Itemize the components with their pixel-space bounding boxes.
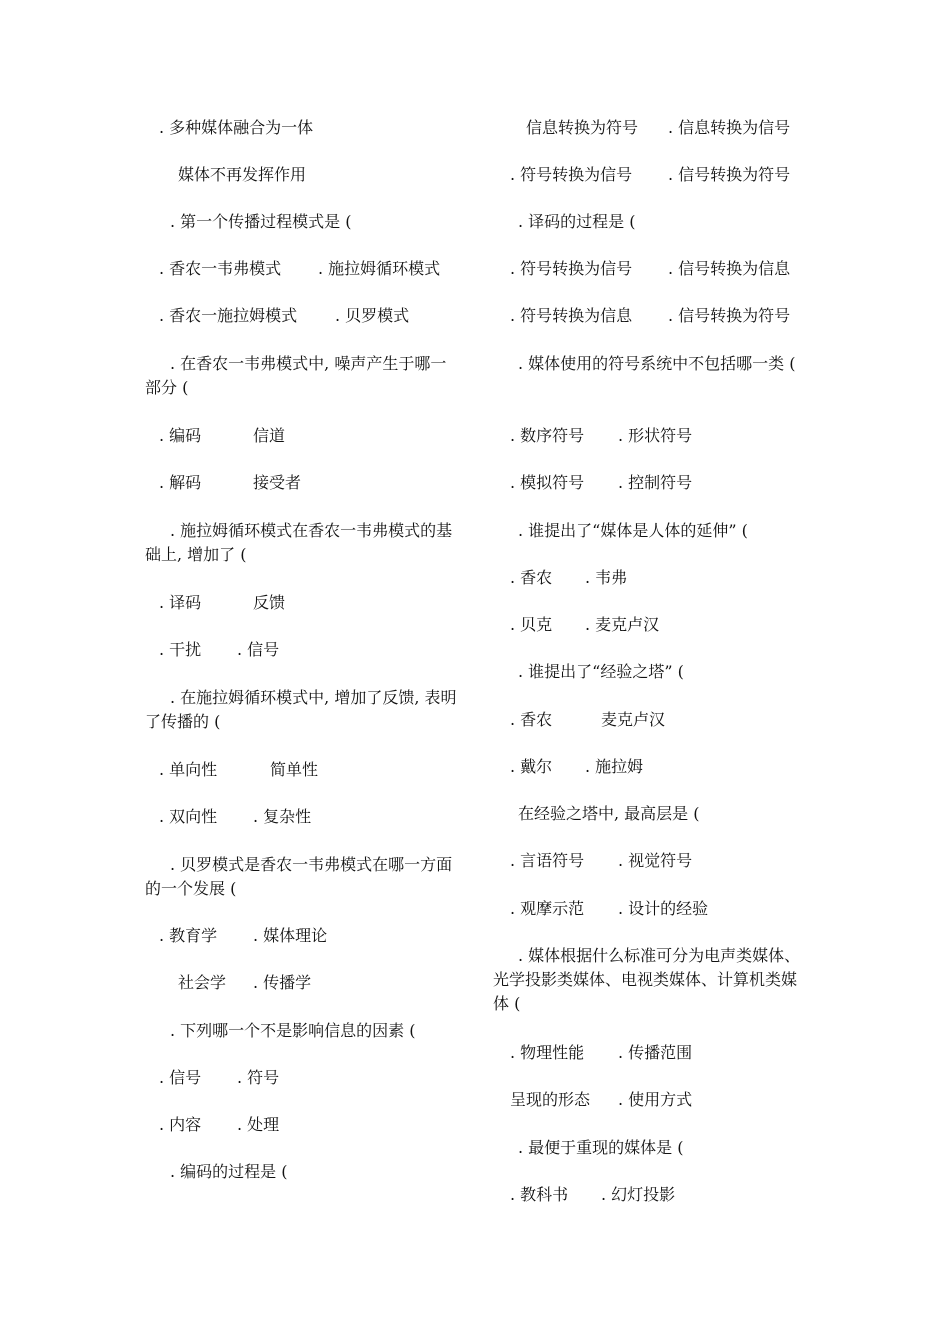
- option-d: . 信号转换为符号: [668, 306, 791, 325]
- option-c: . 干扰: [159, 640, 202, 659]
- option-c: . 符号转换为信号: [510, 165, 633, 184]
- question-7: . 编码的过程是 (: [170, 1162, 288, 1181]
- option-b: . 幻灯投影: [601, 1185, 676, 1204]
- option-d: . 控制符号: [618, 473, 693, 492]
- option-d: . 设计的经验: [618, 899, 709, 918]
- option-c: 呈现的形态: [510, 1090, 591, 1109]
- option-a: . 香农: [510, 568, 553, 587]
- option-b: 信道: [253, 426, 286, 445]
- option-d: . 信号: [237, 640, 280, 659]
- option-b: . 韦弗: [585, 568, 628, 587]
- option-a: . 译码: [159, 593, 202, 612]
- option-a: . 单向性: [159, 760, 218, 779]
- option-b: . 媒体理论: [253, 926, 328, 945]
- option-c: . 香农一施拉姆模式: [159, 306, 298, 325]
- question-12: 在经验之塔中, 最高层是 (: [518, 804, 700, 823]
- option-a: . 教育学: [159, 926, 218, 945]
- option-d: . 信号转换为符号: [668, 165, 791, 184]
- option-a: . 信号: [159, 1068, 202, 1087]
- option-c: . 双向性: [159, 807, 218, 826]
- question-2: . 在香农一韦弗模式中, 噪声产生于哪一部分 (: [145, 354, 447, 397]
- option-c: . 戴尔: [510, 757, 553, 776]
- option-d: . 使用方式: [618, 1090, 693, 1109]
- option-c: . 观摩示范: [510, 899, 585, 918]
- option-b: . 视觉符号: [618, 851, 693, 870]
- option-d: . 施拉姆: [585, 757, 644, 776]
- option-c: 社会学: [178, 973, 227, 992]
- option-d: . 贝罗模式: [335, 306, 410, 325]
- option-c: . 内容: [159, 1115, 202, 1134]
- option-c: . 贝克: [510, 615, 553, 634]
- option-a: . 香农一韦弗模式: [159, 259, 282, 278]
- option-text: . 多种媒体融合为一体: [159, 118, 314, 137]
- option-b: . 传播范围: [618, 1043, 693, 1062]
- option-c: . 模拟符号: [510, 473, 585, 492]
- option-d: . 复杂性: [253, 807, 312, 826]
- option-b: . 形状符号: [618, 426, 693, 445]
- question-8: . 译码的过程是 (: [518, 212, 636, 231]
- question-10: . 谁提出了“媒体是人体的延伸” (: [518, 521, 748, 540]
- option-d: . 处理: [237, 1115, 280, 1134]
- option-b: . 信号转换为信息: [668, 259, 791, 278]
- option-a: . 教科书: [510, 1185, 569, 1204]
- question-4: . 在施拉姆循环模式中, 增加了反馈, 表明了传播的 (: [145, 688, 457, 731]
- question-9: . 媒体使用的符号系统中不包括哪一类 (: [518, 354, 796, 373]
- option-a: . 言语符号: [510, 851, 585, 870]
- question-3: . 施拉姆循环模式在香农一韦弗模式的基础上, 增加了 (: [145, 521, 453, 564]
- question-1: . 第一个传播过程模式是 (: [170, 212, 352, 231]
- question-13: . 媒体根据什么标准可分为电声类媒体、光学投影类媒体、电视类媒体、计算机类媒体 (: [493, 946, 801, 1013]
- option-a: 信息转换为符号: [526, 118, 639, 137]
- option-b: 麦克卢汉: [601, 710, 666, 729]
- option-c: . 符号转换为信息: [510, 306, 633, 325]
- option-b: 简单性: [270, 760, 319, 779]
- option-d: 接受者: [253, 473, 302, 492]
- option-b: . 符号: [237, 1068, 280, 1087]
- option-b: 反馈: [253, 593, 286, 612]
- option-text: 媒体不再发挥作用: [178, 165, 307, 184]
- option-d: . 传播学: [253, 973, 312, 992]
- option-a: . 数序符号: [510, 426, 585, 445]
- option-b: . 施拉姆循环模式: [318, 259, 441, 278]
- question-14: . 最便于重现的媒体是 (: [518, 1138, 684, 1157]
- question-11: . 谁提出了“经验之塔” (: [518, 662, 684, 681]
- option-a: . 香农: [510, 710, 553, 729]
- option-a: . 编码: [159, 426, 202, 445]
- option-a: . 符号转换为信号: [510, 259, 633, 278]
- option-a: . 物理性能: [510, 1043, 585, 1062]
- question-5: . 贝罗模式是香农一韦弗模式在哪一方面的一个发展 (: [145, 855, 453, 898]
- option-d: . 麦克卢汉: [585, 615, 660, 634]
- option-b: . 信息转换为信号: [668, 118, 791, 137]
- question-6: . 下列哪一个不是影响信息的因素 (: [170, 1021, 416, 1040]
- option-c: . 解码: [159, 473, 202, 492]
